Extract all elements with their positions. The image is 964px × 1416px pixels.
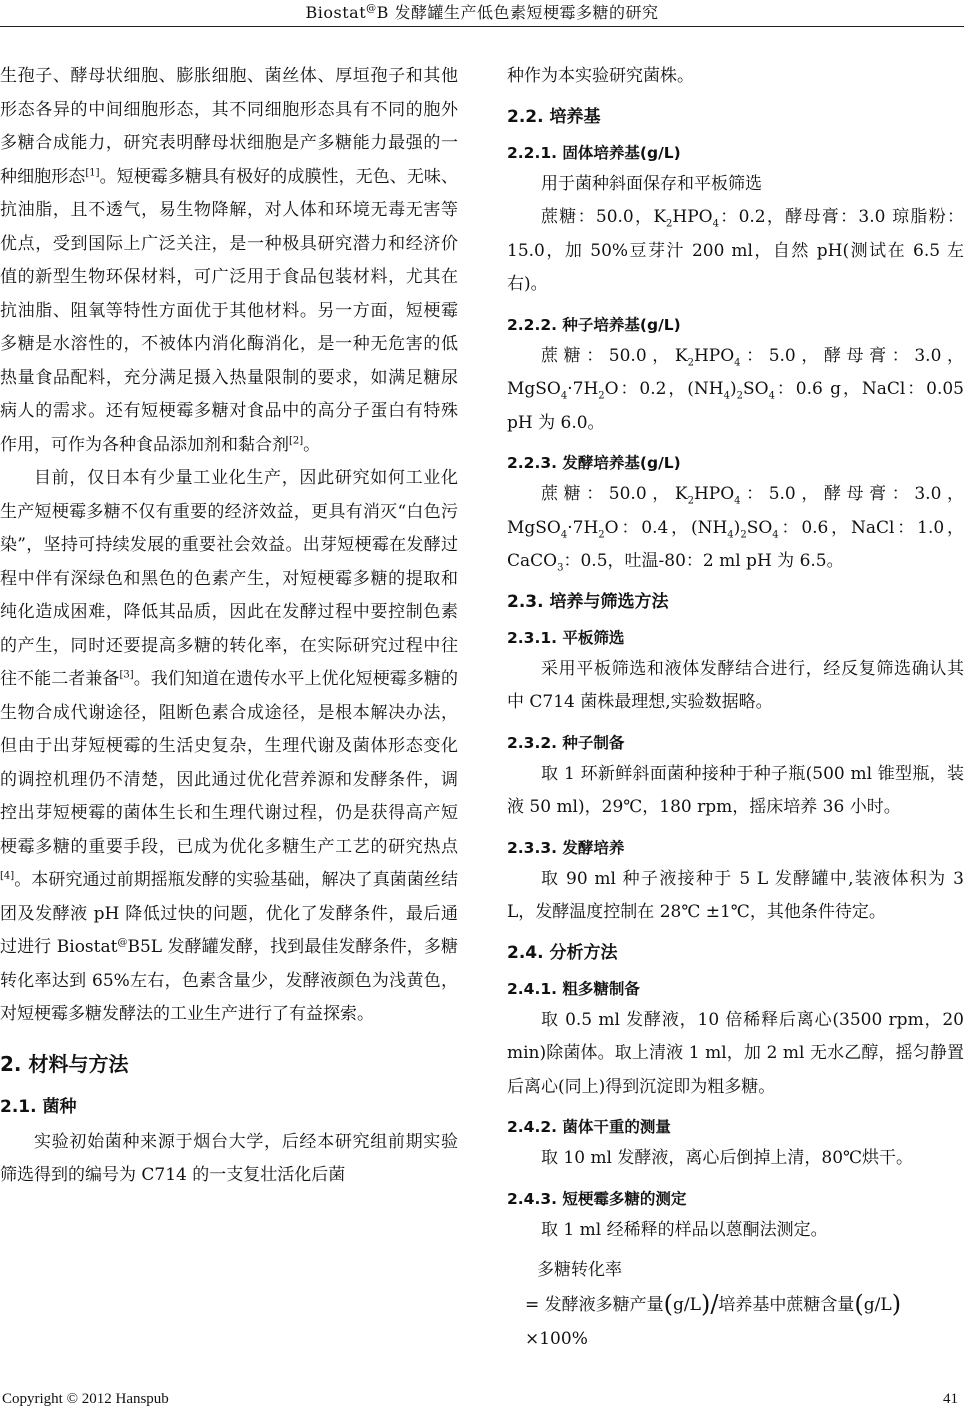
section-heading-2-3-3: 2.3.3. 发酵培养 xyxy=(507,838,625,857)
text-run: 生孢子、酵母状细胞、膨胀细胞、菌丝体、厚垣孢子和其他形态各异的中间细胞形态，其不同细胞形态具有不同的胞外多糖合成能力，研究表明酵母状细胞是产多糖能力最强的一种细胞形态 xyxy=(0,66,458,187)
subscript: 2 xyxy=(736,390,744,402)
strain-paragraph-cont: 种作为本实验研究菌株。 xyxy=(507,66,694,86)
formula-unit: g/L xyxy=(673,1295,701,1315)
superscript: @ xyxy=(117,937,128,949)
text-run: 。 xyxy=(303,434,321,455)
citation-link[interactable]: [1] xyxy=(85,166,100,178)
text-run: 蔗糖：50.0，K xyxy=(541,484,688,504)
subscript: 4 xyxy=(712,218,719,230)
subscript: 4 xyxy=(734,356,741,368)
text-run: ：5.0，酵母膏：3.0，MgSO xyxy=(507,484,964,538)
subscript: 3 xyxy=(557,562,564,574)
text-run: 蔗糖：50.0，K xyxy=(541,207,667,227)
copyright-text: Copyright © 2012 Hanspub xyxy=(2,1391,169,1407)
right-column xyxy=(507,60,964,1356)
text-run: ·7H xyxy=(567,517,599,538)
subscript: 4 xyxy=(723,390,730,402)
section-heading-2-2-2: 2.2.2. 种子培养基(g/L) xyxy=(507,315,681,334)
text-run: ：0.6 g，NaCl：0.05 pH 为 6.0。 xyxy=(507,379,964,433)
text-run: O：0.4，(NH xyxy=(604,517,728,538)
seed-preparation-paragraph: 取 1 环新鲜斜面菌种接种于种子瓶(500 ml 锥型瓶，装液 50 ml)，29℃，180 rpm，摇床培养 36 小时。 xyxy=(507,763,964,817)
text-run: 。我们知道在遗传水平上优化短梗霉多糖的生物合成代谢途径，阻断色素合成途径，是根本解决办法，但由于出芽短梗霉的生活史复杂，生理代谢及菌体形态变化的调控机理仍不清楚，因此通过优化营养源和发酵条件，调控出芽短梗霉的菌体生长和生理代谢过程，仍是获得高产短梗霉多糖的重要手段，已成为优化多糖生产工艺的研究热点 xyxy=(0,669,459,857)
text-run: SO xyxy=(746,517,773,538)
section-heading-2-2: 2.2. 培养基 xyxy=(507,106,601,127)
paren: ( xyxy=(854,1290,864,1318)
section-heading-2-4-3: 2.4.3. 短梗霉多糖的测定 xyxy=(507,1189,687,1208)
header-title-sup: @ xyxy=(366,3,377,15)
section-heading-2: 2. 材料与方法 xyxy=(0,1051,129,1076)
running-header xyxy=(0,2,964,24)
text-run: B5L 发酵罐发酵，找到最佳发酵条件，多糖转化率达到 65%左右，色素含量少，发酵液颜色为浅黄色，对短梗霉多糖发酵法的工业生产进行了有益探索。 xyxy=(0,937,458,1024)
subscript: 4 xyxy=(772,528,779,540)
text-run: HPO xyxy=(672,207,713,227)
fermentation-medium-recipe xyxy=(507,478,964,579)
text-run: HPO xyxy=(693,484,735,504)
subscript: 4 xyxy=(560,390,568,402)
subscript: 2 xyxy=(687,356,694,368)
header-rule xyxy=(0,26,964,27)
seed-medium-recipe xyxy=(507,340,964,441)
formula-line-3: ×100% xyxy=(525,1329,588,1349)
text-run: ) xyxy=(730,379,737,399)
text-run: HPO xyxy=(693,345,735,366)
citation-link[interactable]: [4] xyxy=(0,870,15,882)
citation-link[interactable]: [2] xyxy=(289,434,304,446)
fermentation-culture-paragraph: 取 90 ml 种子液接种于 5 L 发酵罐中,装液体积为 3 L，发酵温度控制在 28℃ ±1℃，其他条件待定。 xyxy=(507,868,964,922)
page-number: 41 xyxy=(943,1391,958,1407)
header-title-pre: Biostat xyxy=(305,3,367,22)
crude-polysaccharide-paragraph: 取 0.5 ml 发酵液，10 倍稀释后离心(3500 rpm，20 min)除菌体。取上清液 1 ml，加 2 ml 无水乙醇，摇匀静置后离心(同上)得到沉淀即为粗多糖。 xyxy=(507,1009,964,1097)
pullulan-assay-paragraph: 取 1 ml 经稀释的样品以蒽酮法测定。 xyxy=(541,1219,828,1240)
subscript: 4 xyxy=(727,528,734,540)
text-run: O：0.2，(NH xyxy=(604,379,724,399)
solid-medium-recipe xyxy=(507,201,964,302)
section-heading-2-3: 2.3. 培养与筛选方法 xyxy=(507,591,669,612)
subscript: 4 xyxy=(560,528,568,540)
paren: ( xyxy=(663,1290,674,1318)
subscript: 4 xyxy=(768,390,775,402)
intro-paragraph-1 xyxy=(0,60,458,462)
subscript: 2 xyxy=(687,495,694,507)
paren: ) xyxy=(891,1290,902,1318)
subscript: 4 xyxy=(734,495,741,507)
formula-line-1: 多糖转化率 xyxy=(537,1260,622,1280)
text-run: ：5.0，酵母膏：3.0，MgSO xyxy=(507,345,964,399)
plate-screening-paragraph: 采用平板筛选和液体发酵结合进行，经反复筛选确认其中 C714 菌株最理想,实验数据略。 xyxy=(507,658,964,712)
text-run: ：0.2，酵母膏：3.0 琼脂粉：15.0，加 50%豆芽汁 200 ml，自然 pH(测试在 6.5 左右)。 xyxy=(507,207,964,294)
formula-line-2 xyxy=(507,1287,964,1322)
subscript: 2 xyxy=(666,218,673,230)
paren: ) xyxy=(700,1290,711,1318)
left-column xyxy=(0,60,458,1193)
strain-paragraph: 实验初始菌种来源于烟台大学，后经本研究组前期实验筛选得到的编号为 C714 的一支复壮活化后菌 xyxy=(0,1131,458,1185)
section-heading-2-3-1: 2.3.1. 平板筛选 xyxy=(507,628,625,647)
solid-medium-use: 用于菌种斜面保存和平板筛选 xyxy=(541,173,762,194)
section-heading-2-1: 2.1. 菌种 xyxy=(0,1096,77,1117)
intro-paragraph-2 xyxy=(0,462,458,1032)
citation-link[interactable]: [3] xyxy=(119,669,134,681)
section-heading-2-2-1: 2.2.1. 固体培养基(g/L) xyxy=(507,143,681,162)
section-heading-2-3-2: 2.3.2. 种子制备 xyxy=(507,733,625,752)
formula-text: = 发酵液多糖产量 xyxy=(525,1295,664,1315)
section-heading-2-4: 2.4. 分析方法 xyxy=(507,942,618,963)
formula-slash: / xyxy=(710,1290,719,1318)
header-title-post: B 发酵罐生产低色素短梗霉多糖的研究 xyxy=(376,3,659,22)
text-run: 。短梗霉多糖具有极好的成膜性，无色、无味、抗油脂，且不透气，易生物降解，对人体和环境无毒无害等优点，受到国际上广泛关注，是一种极具研究潜力和经济价值的新型生物环保材料，可广泛用于食品包装材料，尤其在抗油脂、阻氧等特性方面优于其他材料。另一方面，短梗霉多糖是水溶性的，不被体内消化酶消化，是一种无危害的低热量食品配料，充分满足摄入热量限制的要求，如满足糖尿病人的需求。还有短梗霉多糖对食品中的高分子蛋白有特殊作用，可作为各种食品添加剂和黏合剂 xyxy=(0,166,459,455)
subscript: 2 xyxy=(740,528,747,540)
dry-weight-paragraph: 取 10 ml 发酵液，离心后倒掉上清，80℃烘干。 xyxy=(541,1148,914,1168)
text-run: ·7H xyxy=(567,379,599,399)
text-run: ) xyxy=(733,517,741,538)
section-heading-2-4-1: 2.4.1. 粗多糖制备 xyxy=(507,979,640,998)
conversion-rate-formula xyxy=(507,1253,964,1356)
text-run: ：0.5，吐温-80：2 ml pH 为 6.5。 xyxy=(563,551,844,571)
section-heading-2-4-2: 2.4.2. 菌体干重的测量 xyxy=(507,1118,671,1136)
formula-text: 培养基中蔗糖含量 xyxy=(718,1295,855,1315)
text-run: ：0.6，NaCl：1.0，CaCO xyxy=(507,517,964,571)
text-run: 目前，仅日本有少量工业化生产，因此研究如何工业化生产短梗霉多糖不仅有重要的经济效益，更具有消灭“白色污染”，坚持可持续发展的重要社会效益。出芽短梗霉在发酵过程中伴有深绿色和黑色的色素产生，对短梗霉多糖的提取和纯化造成困难，降低其品质，因此在发酵过程中要控制色素的产生，同时还要提高多糖的转化率，在实际研究过程中往往不能二者兼备 xyxy=(0,468,458,689)
subscript: 2 xyxy=(598,390,605,402)
text-run: SO xyxy=(743,379,769,399)
text-run: 蔗糖：50.0，K xyxy=(541,345,688,366)
subscript: 2 xyxy=(598,528,605,540)
formula-unit: g/L xyxy=(863,1295,892,1315)
section-heading-2-2-3: 2.2.3. 发酵培养基(g/L) xyxy=(507,454,681,472)
text-run: 。本研究通过前期摇瓶发酵的实验基础，解决了真菌菌丝结团及发酵液 pH 降低过快的问题，优化了发酵条件，最后通过进行 Biostat xyxy=(0,870,458,957)
